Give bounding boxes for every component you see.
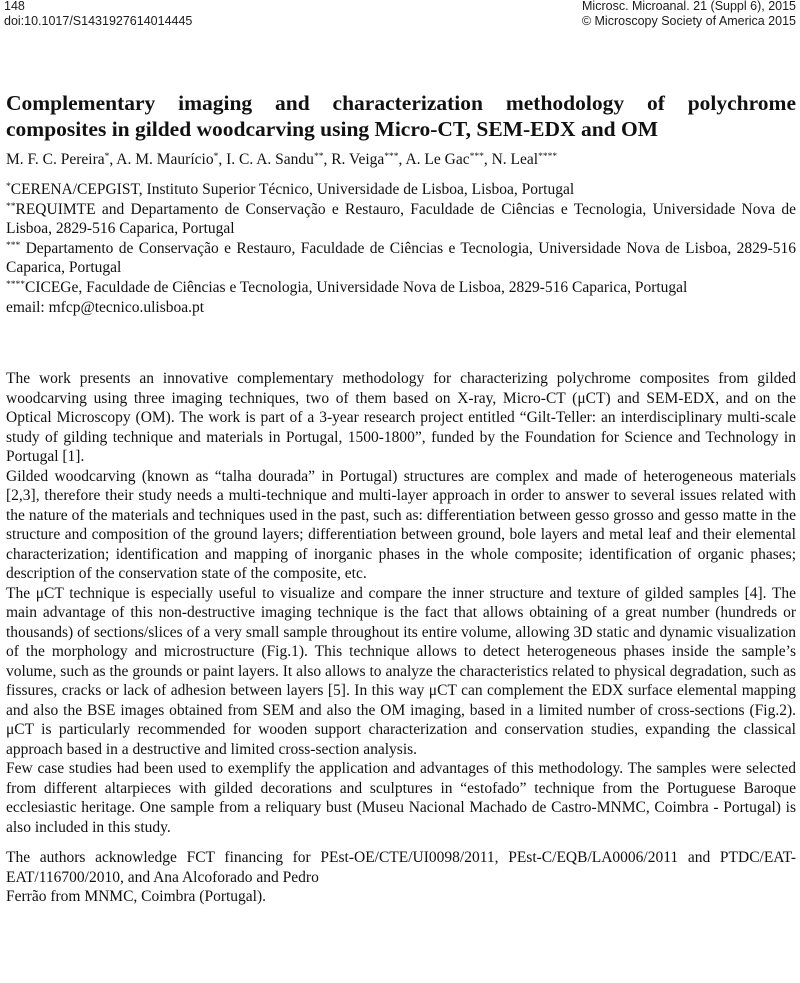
- author-name: I. C. A. Sandu: [226, 151, 314, 168]
- author-name: A. Le Gac: [405, 151, 470, 168]
- author-name: M. F. C. Pereira: [6, 151, 105, 168]
- author-name: N. Leal: [491, 151, 539, 168]
- author-list: [6, 150, 796, 170]
- affiliation-mark: *: [6, 182, 11, 192]
- body-paragraph: The work presents an innovative complementary methodology for characterizing polychrome composites from gilded woodcarving using three imaging techniques, two of them based on X-ray, Micro-CT (μCT) and SEM-EDX, and on the Optical Microscopy (OM). The work is part of a 3-year research project entitled “Gilt-Teller: an interdisciplinary multi-scale study of gilding technique and materials in Portugal, 1500-1800”, funded by the Foundation for Science and Technology in Portugal [1].: [6, 370, 796, 465]
- body-paragraph: The μCT technique is especially useful to visualize and compare the inner structure and texture of gilded samples [4]. The main advantage of this non-destructive imaging technique is the fact that allows obtaining of a great number (hundreds or thousands) of sections/slices of a very small sample throughout its entire volume, allowing 3D static and dynamic visualization of the morphology and microstructure (Fig.1). This technique allows to detect heterogeneous phases inside the sample’s volume, such as the grounds or paint layers. It also allows to analyze the characteristics related to physical degradation, such as fissures, cracks or lack of adhesion between layers [5]. In this way μCT can complement the EDX surface elemental mapping and also the BSE images obtained from SEM and also the OM imaging, based in a limited number of cross-sections (Fig.2). μCT is particularly recommended for wooden support characterization and conservation studies, expanding the classical approach based in a destructive and limited cross-section analysis.: [6, 584, 796, 758]
- acknowledgement-line-2: Ferrão from MNMC, Coimbra (Portugal).: [6, 888, 267, 905]
- acknowledgement: [6, 848, 796, 907]
- doi: doi:10.1017/S1431927614014445: [4, 14, 193, 28]
- acknowledgement-line-1: The authors acknowledge FCT financing for PEst-OE/CTE/UI0098/2011, PEst-C/EQB/LA0006/2011 and PTDC/EAT-EAT/116700/2010, and Ana Alcoforado and Pedro: [6, 849, 796, 886]
- affiliation-text: CICEGe, Faculdade de Ciências e Tecnologia, Universidade Nova de Lisboa, 2829-516 Caparica, Portugal: [25, 278, 688, 296]
- affiliation-mark: ****: [6, 279, 25, 290]
- author-separator: ,: [218, 151, 227, 168]
- abstract-body: [6, 369, 796, 907]
- affiliations: [6, 180, 796, 317]
- journal-citation: Microsc. Microanal. 21 (Suppl 6), 2015: [582, 0, 796, 13]
- author-affiliation-mark: **: [313, 152, 324, 162]
- page-number: 148: [4, 0, 25, 13]
- affiliation: [6, 180, 796, 200]
- affiliation: [6, 278, 796, 298]
- body-paragraph: Gilded woodcarving (known as “talha dourada” in Portugal) structures are complex and made of heterogeneous materials [2,3], therefore their study needs a multi-technique and multi-layer approach in order to answer to several issues related with the nature of the materials and techniques used in the past, such as: differentiation between gesso grosso and gesso matte in the structure and composition of the ground layers; differentiation between ground, bole layers and metal leaf and their elemental characterization; identification and mapping of inorganic phases in the whole composite; identification of organic phases; description of the conservation state of the composite, etc.: [6, 467, 796, 582]
- paper-title: Complementary imaging and characterization methodology of polychrome composites in gilded woodcarving using Micro-CT, SEM-EDX and OM: [6, 91, 796, 142]
- running-header-left: [4, 0, 192, 29]
- affiliation: [6, 200, 796, 239]
- affiliation-mark: **: [6, 201, 16, 212]
- affiliation-text: REQUIMTE and Departamento de Conservação e Restauro, Faculdade de Ciências e Tecnologia, Universidade Nova de Lisboa, 2829-516 Caparica, Portugal: [6, 200, 796, 238]
- copyright: © Microscopy Society of America 2015: [581, 14, 796, 28]
- body-paragraph: Few case studies had been used to exemplify the application and advantages of this methodology. The samples were selected from different altarpieces with gilded decorations and sculptures in “estofado” technique from the Portuguese Baroque ecclesiastic heritage. One sample from a reliquary bust (Museu Nacional Machado de Castro-MNMC, Coimbra - Portugal) is also included in this study.: [6, 760, 796, 836]
- author-affiliation-mark: ***: [384, 152, 399, 162]
- email: email: mfcp@tecnico.ulisboa.pt: [6, 298, 205, 316]
- author-separator: ,: [483, 151, 492, 168]
- author-affiliation-mark: *: [213, 152, 219, 162]
- affiliation: [6, 239, 796, 278]
- author-affiliation-mark: ***: [469, 152, 484, 162]
- author-name: R. Veiga: [331, 151, 385, 168]
- author-separator: ,: [398, 151, 406, 168]
- author-separator: ,: [323, 151, 332, 168]
- author-affiliation-mark: ****: [538, 152, 558, 162]
- author-separator: ,: [109, 151, 117, 168]
- affiliation-mark: ***: [6, 240, 21, 251]
- affiliation-text: CERENA/CEPGIST, Instituto Superior Técnico, Universidade de Lisboa, Lisboa, Portugal: [10, 181, 575, 198]
- affiliation-text: Departamento de Conservação e Restauro, Faculdade de Ciências e Tecnologia, Universidade Nova de Lisboa, 2829-516 Caparica, Portugal: [6, 239, 796, 277]
- author-name: A. M. Maurício: [116, 151, 214, 168]
- author-affiliation-mark: *: [104, 152, 110, 162]
- running-header-right: [582, 0, 796, 29]
